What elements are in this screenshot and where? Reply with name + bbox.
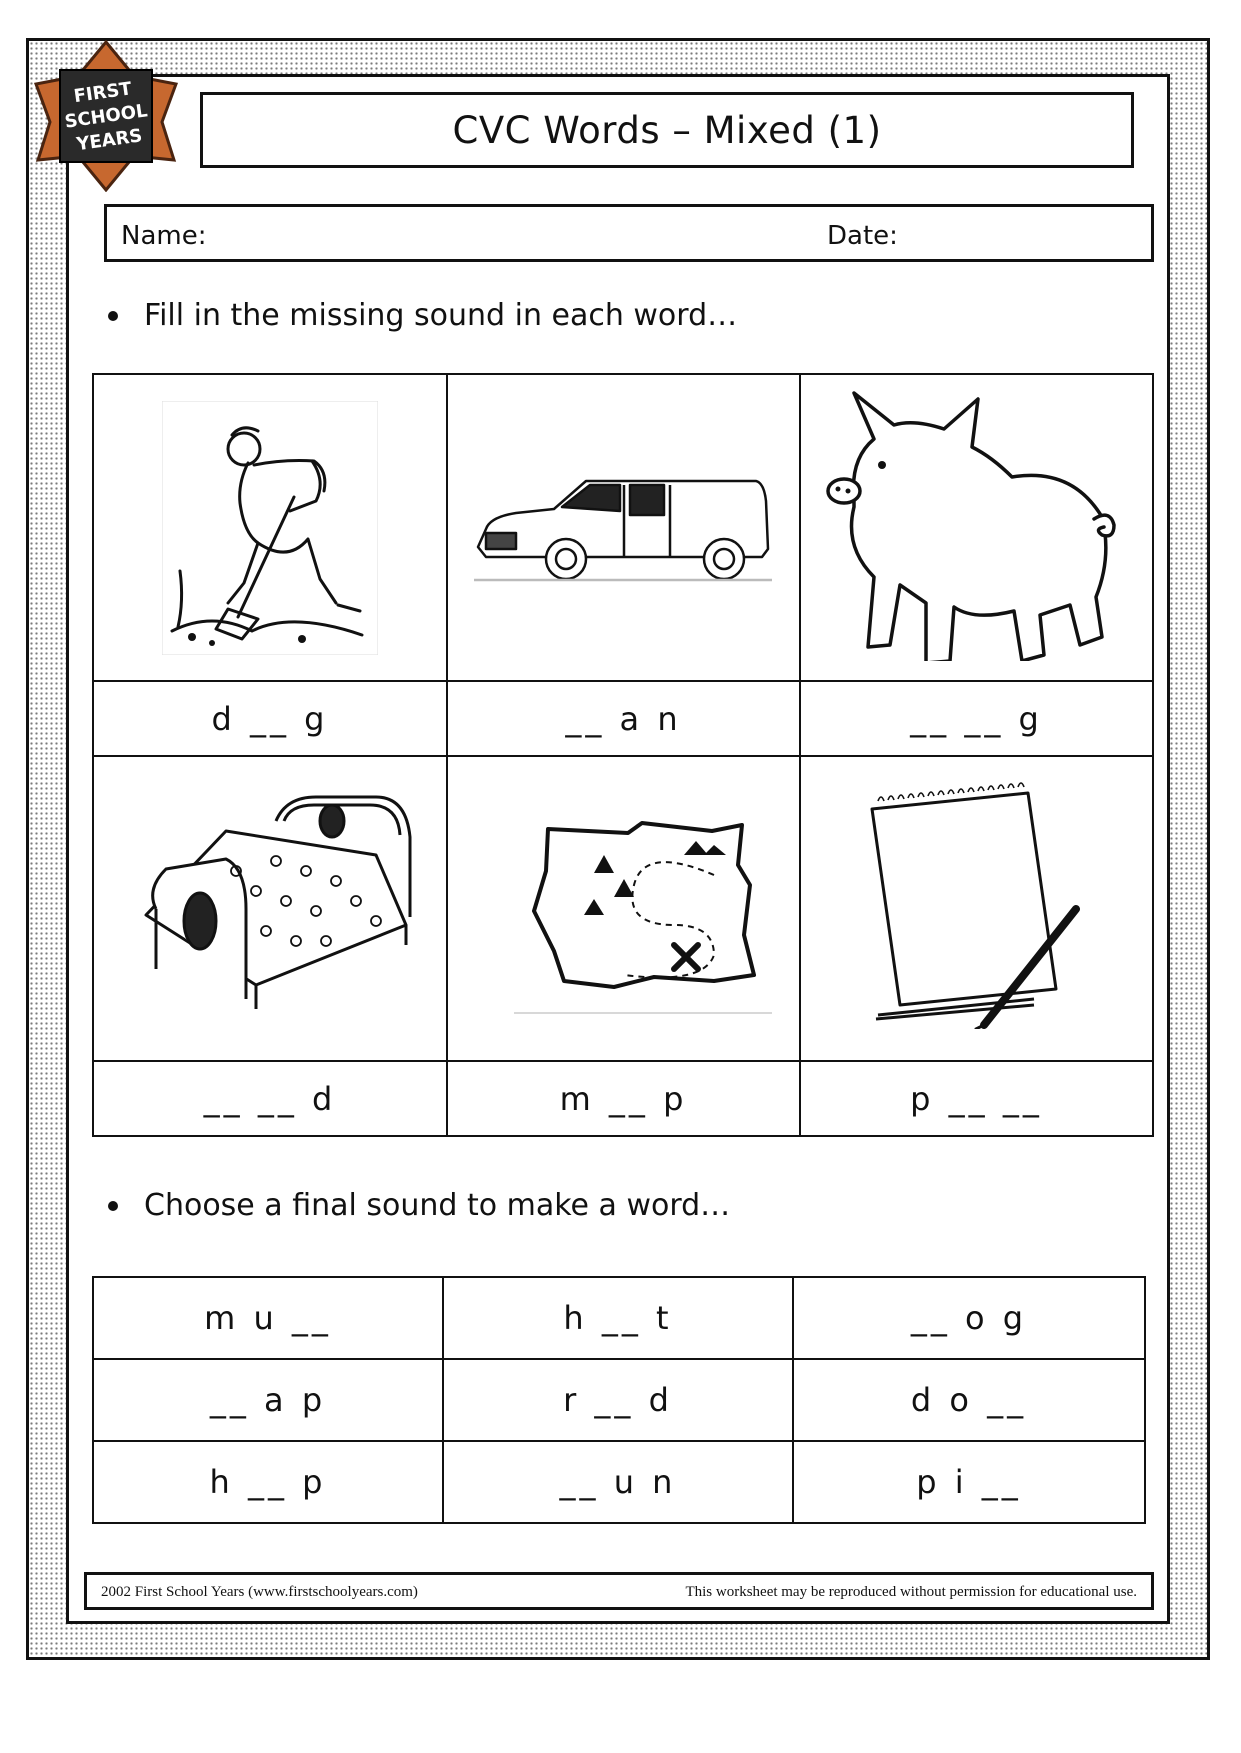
- grid-divider: [94, 755, 1152, 757]
- final-sound-word: h __ t: [563, 1299, 673, 1337]
- word-blank: __ __ g: [910, 699, 1043, 738]
- logo-line-3: YEARS: [75, 125, 144, 156]
- bed-icon: [126, 791, 416, 1011]
- final-sound-word: h __ p: [209, 1463, 327, 1501]
- page-title: CVC Words – Mixed (1): [452, 108, 882, 152]
- final-sound-word: __ u n: [559, 1463, 677, 1501]
- instruction-1: [104, 298, 737, 333]
- final-sound-word: __ a p: [209, 1381, 327, 1419]
- final-sound-word: r __ d: [563, 1381, 673, 1419]
- final-sound-grid: [92, 1276, 1146, 1524]
- final-sound-word: p i __: [916, 1463, 1022, 1501]
- picture-word-grid: [92, 373, 1154, 1137]
- footer: [84, 1572, 1154, 1610]
- word-blank: p __ __: [910, 1079, 1043, 1118]
- title-box: [200, 92, 1134, 168]
- final-sound-word: m u __: [204, 1299, 332, 1337]
- first-school-years-logo: [30, 40, 182, 192]
- final-sound-word: __ o g: [910, 1299, 1028, 1337]
- digging-man-icon: [162, 401, 378, 655]
- logo-line-2: SCHOOL: [63, 100, 149, 133]
- logo-line-1: FIRST: [72, 78, 133, 108]
- bullet-icon: [108, 311, 118, 321]
- van-icon: [474, 477, 772, 583]
- bullet-icon: [108, 1201, 118, 1211]
- word-blank: m __ p: [559, 1079, 688, 1118]
- date-label: Date:: [827, 221, 898, 251]
- word-blank: __ __ d: [203, 1079, 337, 1118]
- word-blank: d __ g: [211, 699, 329, 738]
- treasure-map-icon: [514, 815, 772, 1015]
- name-date-box: [104, 204, 1154, 262]
- footer-copyright: 2002 First School Years (www.firstschoolyears.com): [101, 1584, 418, 1600]
- final-sound-word: d o __: [910, 1381, 1028, 1419]
- notepad-pen-icon: [864, 779, 1080, 1029]
- word-blank: __ a n: [565, 699, 682, 738]
- instruction-1-text: Fill in the missing sound in each word…: [144, 298, 738, 333]
- name-label: Name:: [121, 221, 207, 251]
- footer-permission: This worksheet may be reproduced without permission for educational use.: [685, 1584, 1137, 1600]
- instruction-2-text: Choose a final sound to make a word…: [144, 1188, 731, 1223]
- instruction-2: [104, 1188, 730, 1223]
- pig-icon: [824, 389, 1124, 661]
